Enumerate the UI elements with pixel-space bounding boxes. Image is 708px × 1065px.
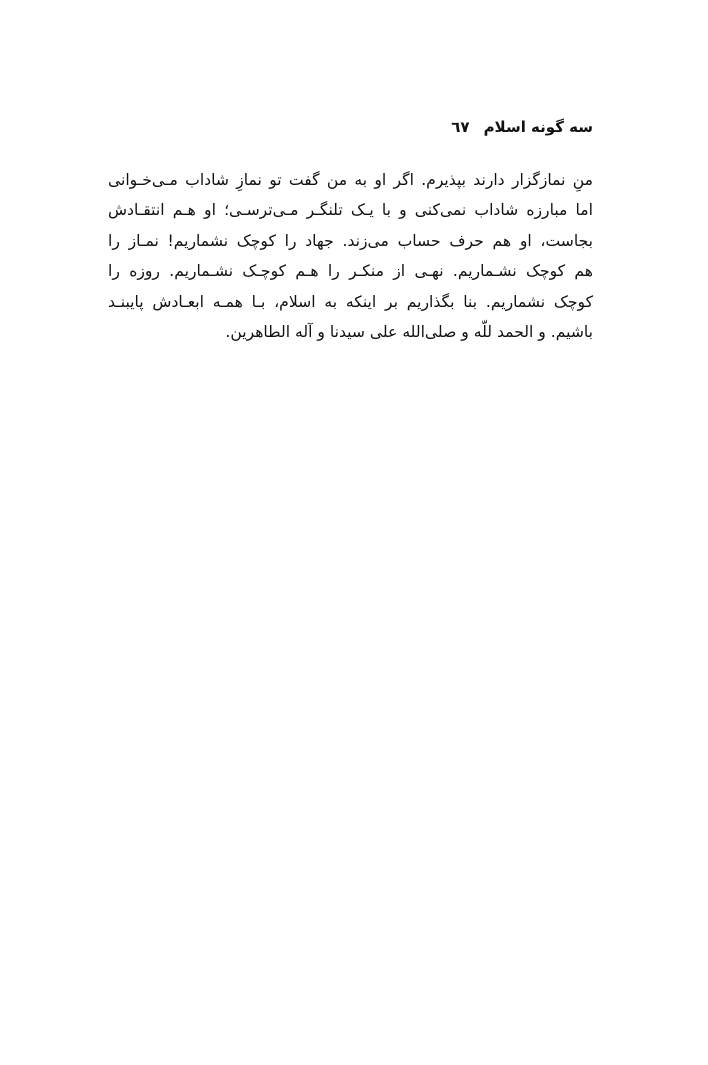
running-header <box>108 118 593 136</box>
page-number: ٦٧ <box>451 118 470 136</box>
text-line: بجاست، او هم حرف حساب می‌زند. جهاد را کوچک نشماریم! نمـاز را <box>108 231 593 250</box>
text-line: باشیم. و الحمد للّه و صلی‌الله علی سیدنا و آله الطاهرین. <box>225 322 593 341</box>
text-line: کوچک نشماریم. بنا بگذاریم بر اینکه به اسلام، بـا همـه ابعـادش پایبنـد <box>108 292 593 311</box>
text-line: هم کوچک نشـماریم. نهـی از منکـر را هـم کوچـک نشـماریم. روزه را <box>108 262 593 281</box>
text-line: منِ نمازگزار دارند بپذیرم. اگر او به من گفت تو نمازِ شاداب مـی‌خـوانی <box>108 171 593 189</box>
running-header-title: سه گونه اسلام <box>483 118 593 136</box>
body-paragraph <box>108 165 593 347</box>
text-line: اما مبارزه شاداب نمی‌کنی و با یـک تلنگـر مـی‌ترسـی؛ او هـم انتقـادش <box>108 201 593 220</box>
